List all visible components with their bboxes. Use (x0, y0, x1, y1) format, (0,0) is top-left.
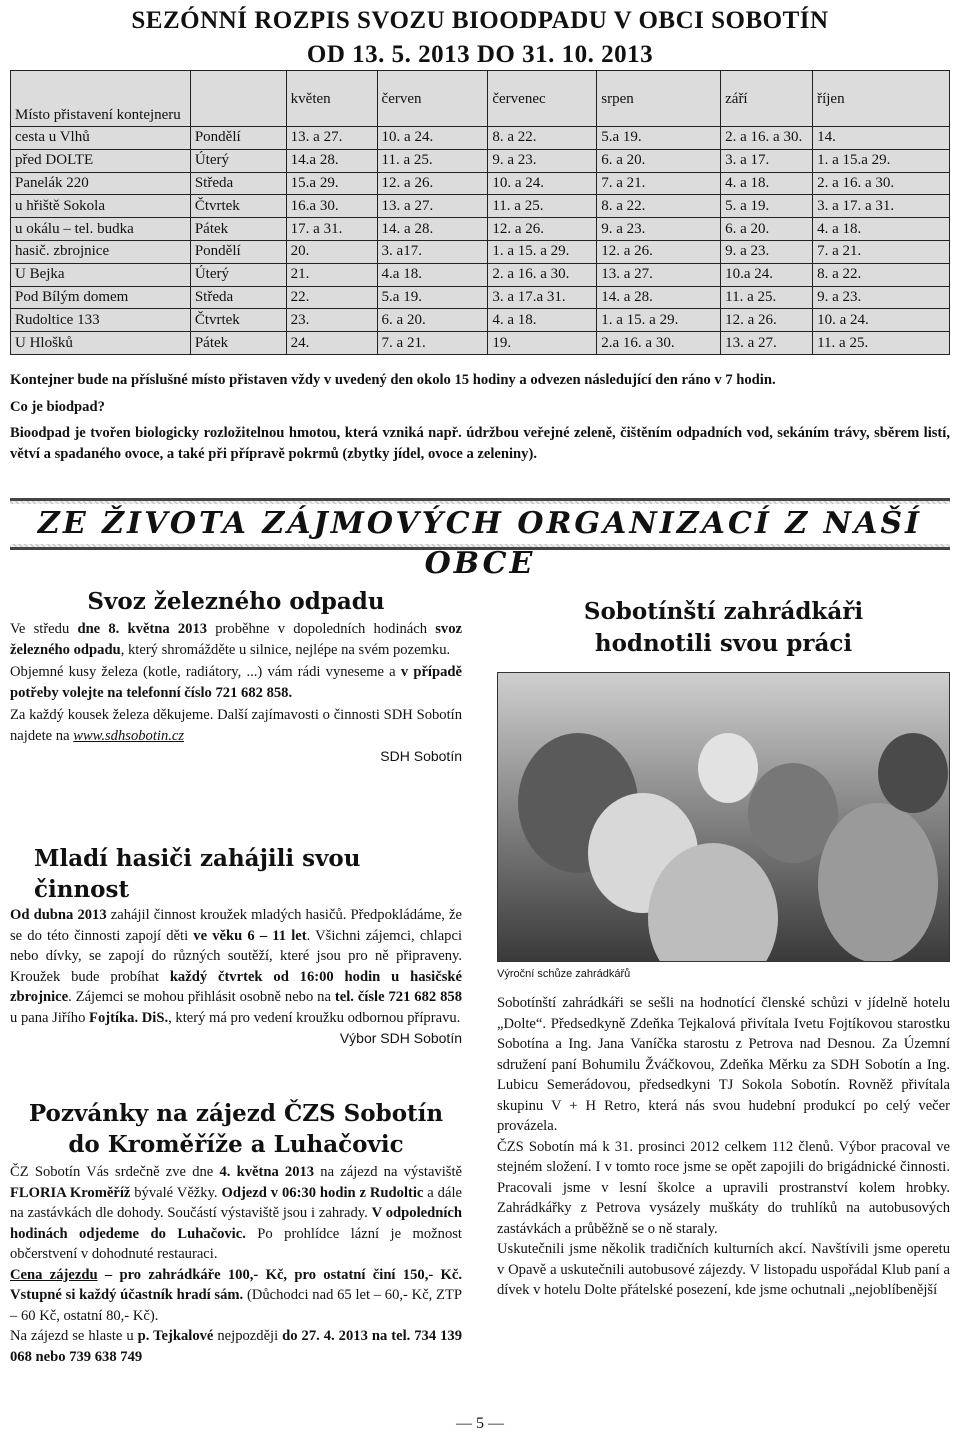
table-cell: 17. a 31. (286, 218, 377, 241)
text-bold: 4. května 2013 (219, 1164, 315, 1180)
table-cell: 11. a 25. (377, 149, 488, 172)
text: na zájezd na výstaviště (314, 1164, 462, 1180)
table-row (11, 263, 950, 286)
text: Ve středu (10, 621, 78, 637)
article-signature: SDH Sobotín (380, 748, 462, 764)
table-cell: 9. a 23. (721, 240, 813, 263)
website-link[interactable]: www.sdhsobotin.cz (73, 727, 185, 744)
table-cell: 19. (488, 332, 597, 355)
table-cell: 14. (813, 127, 950, 150)
table-cell: 2. a 16. a 30. (813, 172, 950, 195)
table-cell: 3. a 17.a 31. (488, 286, 597, 309)
table-cell: 1. a 15. a 29. (597, 309, 721, 332)
table-row (11, 309, 950, 332)
table-cell: 16.a 30. (286, 195, 377, 218)
table-cell: 13. a 27. (721, 332, 813, 355)
table-cell: 9. a 23. (597, 218, 721, 241)
table-cell: 4. a 18. (813, 218, 950, 241)
table-cell: 13. a 27. (286, 127, 377, 150)
table-cell: 14. a 28. (597, 286, 721, 309)
table-cell: U Bejka (11, 263, 191, 286)
table-cell: 11. a 25. (488, 195, 597, 218)
table-header-row (11, 71, 950, 127)
article-paragraph (10, 705, 462, 746)
text-bold: každý čtvrtek od 16:00 hodin u hasičské zbrojnice (10, 968, 462, 1005)
table-cell: 12. a 26. (488, 218, 597, 241)
table-cell: 9. a 23. (488, 149, 597, 172)
table-cell: 7. a 21. (377, 332, 488, 355)
header-cell: červenec (488, 71, 597, 127)
table-cell: 9. a 23. (813, 286, 950, 309)
header-cell: květen (286, 71, 377, 127)
article-heading: Svoz železného odpadu (87, 588, 385, 615)
text: , který shromážděte u silnice, nejlépe na svém pozemku. (120, 641, 451, 658)
table-row (11, 195, 950, 218)
article-paragraph (10, 1326, 462, 1367)
table-cell: 11. a 25. (721, 286, 813, 309)
table-cell: 12. a 26. (597, 240, 721, 263)
table-cell: před DOLTE (11, 149, 191, 172)
table-cell: Pod Bílým domem (11, 286, 191, 309)
section-banner (10, 498, 950, 581)
table-cell: Panelák 220 (11, 172, 191, 195)
notice-question: Co je biodpad? (10, 398, 105, 415)
notice-answer: Bioodpad je tvořen biologicky rozložitelnou hmotou, která vzniká např. údržbou veřejné zeleně, čištěním odpadních vod, sekáním trávy, sběrem listí, větví a spadaného ovoce, a také při přípravě pokrmů (zbytky jídel, ovoce a zeleniny). (10, 425, 950, 462)
table-row (11, 218, 950, 241)
text-bold: – pro zahrádkáře 100,- Kč, pro ostatní činí 150,- Kč. Vstupné si každý účastník hradí sám. (10, 1266, 462, 1303)
text-bold: Odjezd v 06:30 hodin z Rudoltic (221, 1184, 424, 1201)
page-number: — 5 — (456, 1415, 504, 1432)
table-cell: 6. a 20. (597, 149, 721, 172)
table-cell: 13. a 27. (597, 263, 721, 286)
header-cell: srpen (597, 71, 721, 127)
table-cell: U Hlošků (11, 332, 191, 355)
table-row (11, 332, 950, 355)
article-paragraph (10, 1162, 462, 1265)
text-bold: Fojtíka. DiS. (89, 1009, 169, 1026)
table-row (11, 149, 950, 172)
text-bold: tel. čísle 721 682 858 (334, 989, 462, 1005)
table-cell: 10. a 24. (488, 172, 597, 195)
table-row (11, 172, 950, 195)
text: Za každý kousek železa děkujeme. Další zajímavosti o činnosti SDH Sobotín najdete na (10, 707, 462, 744)
table-cell: 22. (286, 286, 377, 309)
text: Po prohlídce lázní je možnost občerstvení v dohodnuté restauraci. (10, 1225, 462, 1262)
table-cell: 24. (286, 332, 377, 355)
article-gardeners-body (497, 993, 950, 1301)
table-cell: 10. a 24. (377, 127, 488, 150)
table-cell: Pátek (190, 218, 286, 241)
article-trip-invitation (10, 1098, 462, 1367)
photo-caption: Výroční schůze zahrádkářů (497, 968, 631, 980)
text: , který má pro vedení kroužku odbornou přípravu. (168, 1009, 461, 1026)
article-paragraph: Uskutečnili jsme několik tradičních kulturních akcí. Navštívili jsme operetu v Opavě a uskutečnili autobusové zájezdy. V listopadu uspořádal Klub paní a dívek v hotelu Dolte přátelské posezení, kde jsme ochutnali „nejoblíbenější (497, 1241, 950, 1298)
table-cell: Středa (190, 172, 286, 195)
table-cell: Pondělí (190, 240, 286, 263)
article-heading: Mladí hasiči zahájili svou činnost (34, 845, 361, 903)
text-bold-underlined: Cena zájezdu (10, 1266, 98, 1283)
table-cell: 4. a 18. (721, 172, 813, 195)
article-signature: Výbor SDH Sobotín (339, 1030, 462, 1046)
table-cell: cesta u Vlhů (11, 127, 191, 150)
table-row (11, 127, 950, 150)
header-cell (190, 71, 286, 127)
table-cell: Čtvrtek (190, 309, 286, 332)
text: Objemné kusy železa (kotle, radiátory, ...) vám rádi vyneseme a (10, 664, 401, 680)
table-cell: 10.a 24. (721, 263, 813, 286)
text-bold: p. Tejkalové (137, 1328, 214, 1344)
table-cell: 3. a 17. (721, 149, 813, 172)
table-cell: 5.a 19. (377, 286, 488, 309)
table-cell: 4. a 18. (488, 309, 597, 332)
section-banner-title: ZE ŽIVOTA ZÁJMOVÝCH ORGANIZACÍ Z NAŠÍ OBCE (10, 504, 950, 544)
text: . Všichni zájemci, chlapci nebo dívky, se zapojí do různých soutěží, které jsou pro ně připraveny. Kroužek bude probíhat (10, 927, 462, 985)
text-bold: v případě potřeby volejte na telefonní číslo 721 682 858. (10, 664, 462, 701)
table-cell: 5.a 19. (597, 127, 721, 150)
table-cell: 3. a17. (377, 240, 488, 263)
table-cell: 23. (286, 309, 377, 332)
table-cell: 20. (286, 240, 377, 263)
article-paragraph (10, 1265, 462, 1327)
table-cell: 8. a 22. (488, 127, 597, 150)
text-bold: Od dubna 2013 (10, 907, 107, 923)
table-cell: 3. a 17. a 31. (813, 195, 950, 218)
notice-text: Kontejner bude na příslušné místo přistaven vždy v uvedený den okolo 15 hodiny a odvezen následující den ráno v 7 hodin. (10, 372, 776, 388)
article-paragraph (10, 619, 462, 660)
article-young-firefighters (10, 843, 462, 1049)
table-cell: 11. a 25. (813, 332, 950, 355)
table-cell: 21. (286, 263, 377, 286)
article-paragraph (10, 905, 462, 1028)
header-location: Místo přistavení kontejneru (11, 71, 191, 127)
text: ČZ Sobotín Vás srdečně zve dne (10, 1164, 220, 1180)
table-row (11, 286, 950, 309)
table-cell: 1. a 15. a 29. (488, 240, 597, 263)
text: bývalé Věžky. (130, 1184, 222, 1201)
table-cell: Pátek (190, 332, 286, 355)
table-cell: 10. a 24. (813, 309, 950, 332)
schedule-table (10, 70, 950, 355)
table-cell: 2. a 16. a 30. (488, 263, 597, 286)
text: . Zájemci se mohou přihlásit osobně nebo na (68, 989, 335, 1005)
table-cell: 6. a 20. (377, 309, 488, 332)
table-cell: Úterý (190, 263, 286, 286)
table-cell: 15.a 29. (286, 172, 377, 195)
article-heading: Sobotínští zahrádkáři hodnotili svou práci (583, 598, 864, 657)
article-scrap-metal (10, 586, 462, 767)
article-paragraph (10, 662, 462, 703)
table-cell: hasič. zbrojnice (11, 240, 191, 263)
text-bold: V odpoledních hodinách odjedeme do Luhačovic. (10, 1205, 462, 1242)
text: (Důchodci nad 65 let – 60,- Kč, ZTP – 60 Kč, ostatní 80,- Kč). (10, 1287, 463, 1324)
article-paragraph: ČZS Sobotín má k 31. prosinci 2012 celkem 112 členů. Výbor pracoval ve stejném složení. I v tomto roce jsme se opět zapojili do brigádnické činnosti. Pracovali jsme v lesní školce a upravili prostranství kolem hrobky. Zahrádkářky z Petrova vysázely muškáty do truhlíků na autobusových zastávkách a průběžně se o ně staraly. (497, 1138, 950, 1237)
table-cell: 2. a 16. a 30. (721, 127, 813, 150)
table-cell: 12. a 26. (721, 309, 813, 332)
notice-block (10, 370, 950, 464)
header-cell: červen (377, 71, 488, 127)
article-paragraph: Sobotínští zahrádkáři se sešli na hodnotící členské schůzi v jídelně hotelu „Dolte“. Předsedkyně Zdeňka Tejkalová přivítala Ivetu Fojtíkovou starostku Sobotína a Ing. Jana Vaníčka starostu z Petrova nad Desnou. Za Územní sdružení paní Bohumilu Žváčkovou, Zdeňka Měrku za SDH Sobotín a Ing. Lubicu Semerádovou, předsedkyni TJ Sokola Sobotín. Rovněž přivítala skupinu V + H Retro, která nás svou hudební produkcí po celý večer provázela. (497, 995, 950, 1134)
text: Na zájezd se hlaste u (10, 1328, 138, 1344)
table-cell: u hřiště Sokola (11, 195, 191, 218)
table-cell: 2.a 16. a 30. (597, 332, 721, 355)
text-bold: svoz železného odpadu (10, 621, 462, 658)
table-cell: 8. a 22. (813, 263, 950, 286)
table-cell: 6. a 20. (721, 218, 813, 241)
table-cell: Pondělí (190, 127, 286, 150)
table-cell: Rudoltice 133 (11, 309, 191, 332)
text: zahájil činnost kroužek mladých hasičů. Předpokládáme, že se do této činnosti zapojí děti (10, 907, 463, 944)
text: a dále na zastávkách dle dohody. Součástí výstaviště jsou i zahrady. (10, 1184, 462, 1221)
table-cell: Středa (190, 286, 286, 309)
table-cell: 5. a 19. (721, 195, 813, 218)
table-cell: 13. a 27. (377, 195, 488, 218)
article-heading: Pozvánky na zájezd ČZS Sobotín do Kroměříže a Luhačovic (28, 1100, 444, 1158)
table-cell: Úterý (190, 149, 286, 172)
table-cell: u okálu – tel. budka (11, 218, 191, 241)
text-bold: do 27. 4. 2013 na tel. 734 139 068 nebo 739 638 749 (10, 1328, 463, 1365)
page-title (0, 4, 960, 72)
text-bold: dne 8. května 2013 (77, 621, 208, 637)
table-cell: 14.a 28. (286, 149, 377, 172)
text: proběhne v dopoledních hodinách (207, 621, 436, 637)
title-line-1: SEZÓNNÍ ROZPIS SVOZU BIOODPADU V OBCI SOBOTÍN (131, 7, 829, 34)
text-bold: ve věku 6 – 11 let (193, 927, 307, 944)
table-cell: 1. a 15.a 29. (813, 149, 950, 172)
table-cell: 4.a 18. (377, 263, 488, 286)
table-cell: 7. a 21. (813, 240, 950, 263)
header-cell: září (721, 71, 813, 127)
meeting-photo (497, 672, 950, 962)
article-gardeners-heading-block (497, 596, 950, 660)
table-cell: Čtvrtek (190, 195, 286, 218)
table-cell: 7. a 21. (597, 172, 721, 195)
table-cell: 8. a 22. (597, 195, 721, 218)
table-cell: 14. a 28. (377, 218, 488, 241)
table-cell: 12. a 26. (377, 172, 488, 195)
text: nejpozději (213, 1328, 283, 1344)
text: u pana Jiřího (10, 1009, 90, 1026)
header-cell: říjen (813, 71, 950, 127)
title-line-2: OD 13. 5. 2013 DO 31. 10. 2013 (306, 41, 654, 68)
text-bold: FLORIA Kroměříž (10, 1184, 131, 1201)
table-row (11, 240, 950, 263)
